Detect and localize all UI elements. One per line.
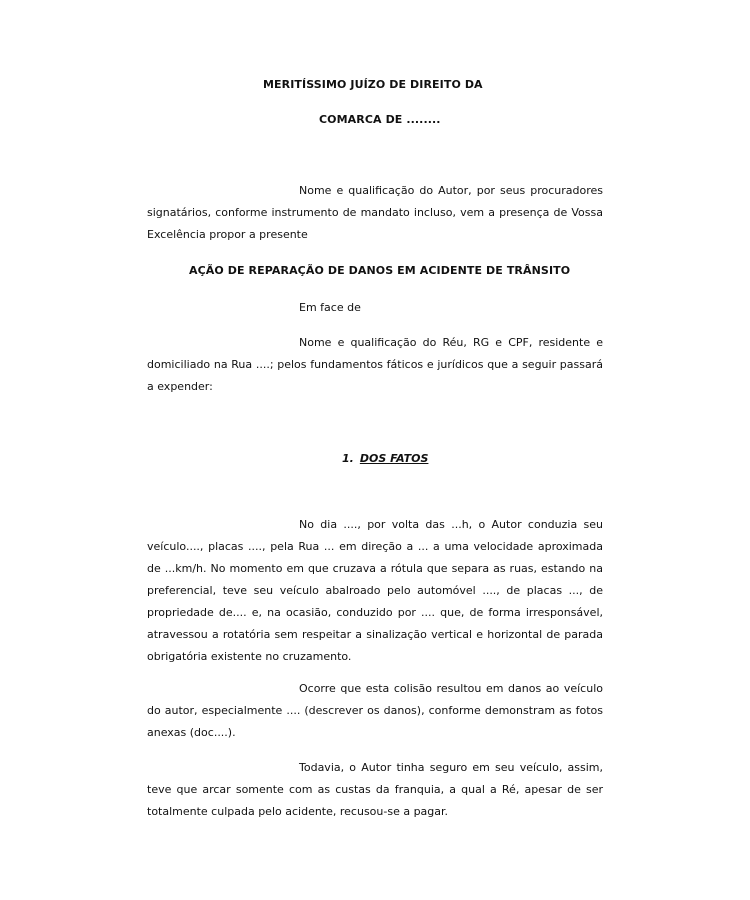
facts-paragraph-3: Todavia, o Autor tinha seguro em seu veículo, assim, teve que arcar somente com as custas da franquia, a qual a Ré, apesar de ser totalmente culpada pelo acidente, recusou-se a pagar. [147, 761, 603, 818]
intro-paragraph: Nome e qualificação do Autor, por seus procuradores signatários, conforme instrumento de mandato incluso, vem a presença de Vossa Excelência propor a presente [147, 184, 603, 241]
court-heading-line1: MERITÍSSIMO JUÍZO DE DIREITO DA [263, 78, 483, 91]
facts-paragraph-1: No dia ...., por volta das ...h, o Autor conduzia seu veículo...., placas ...., pela Rua ... em direção a ... a uma velocidade aproximada de ...km/h. No momento em que cruzava a rótula que separa as ruas, estando na preferencial, teve seu veículo abalroado pelo automóvel ...., de placas ..., de propriedade de.... e, na ocasião, conduzido por .... que, de forma irresponsável, atravessou a rotatória sem respeitar a sinalização vertical e horizontal de parada obrigatória existente no cruzamento. [147, 518, 603, 663]
section-number: 1. [342, 452, 354, 465]
section-title-dos-fatos [342, 452, 428, 465]
section-label: DOS FATOS [359, 452, 429, 465]
em-face-line: Em face de [299, 301, 361, 314]
defendant-paragraph: Nome e qualificação do Réu, RG e CPF, residente e domiciliado na Rua ....; pelos fundamentos fáticos e jurídicos que a seguir passará a expender: [147, 336, 603, 393]
court-heading-line2: COMARCA DE ........ [319, 113, 441, 126]
action-title: AÇÃO DE REPARAÇÃO DE DANOS EM ACIDENTE DE TRÂNSITO [189, 264, 571, 277]
facts-paragraph-2: Ocorre que esta colisão resultou em danos ao veículo do autor, especialmente .... (descrever os danos), conforme demonstram as fotos anexas (doc....). [147, 682, 603, 739]
